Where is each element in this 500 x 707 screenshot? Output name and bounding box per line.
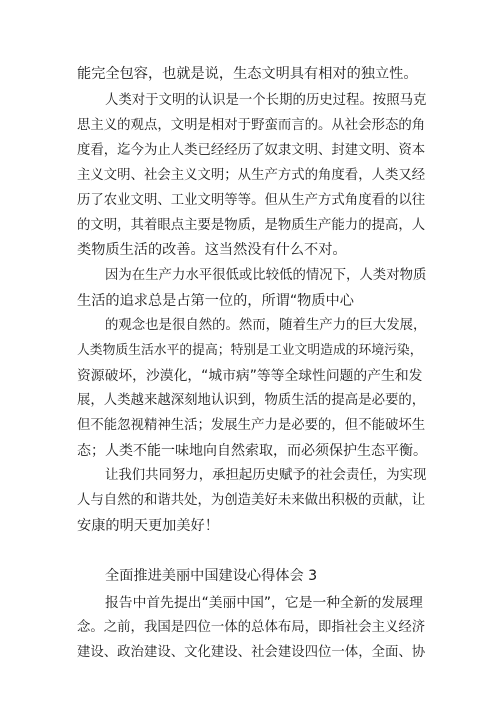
paragraph-line: 人与自然的和谐共处，为创造美好未来做出积极的贡献，让 <box>77 493 426 508</box>
paragraph-line: 安康的明天更加美好！ <box>77 518 219 534</box>
paragraph-line: 能完全包容，也就是说，生态文明具有相对的独立性。 <box>77 66 418 82</box>
paragraph-line: 生活的追求总是占第一位的，所谓“物质中心 <box>77 293 354 309</box>
paragraph-line: 让我们共同努力，承担起历史赋予的社会责任，为实现 <box>105 468 427 483</box>
paragraph-line: 人类物质生活水平的提高；特别是工业文明造成的环境污染， <box>77 343 423 358</box>
paragraph-line: 类物质生活的改善。这当然没有什么不对。 <box>77 242 347 258</box>
paragraph-line: 展，人类越来越深刻地认识到，物质生活的提高是必要的， <box>77 393 426 408</box>
paragraph-line: 因为在生产力水平很低或比较低的情况下，人类对物质 <box>105 268 427 283</box>
paragraph-line: 态；人类不能一味地向自然索取，而必须保护生态平衡。 <box>77 443 427 459</box>
paragraph-line: 建设、政治建设、文化建设、社会建设四位一体，全面、协 <box>77 645 426 660</box>
paragraph-line: 思主义的观点，文明是相对于野蛮而言的。从社会形态的角 <box>77 118 426 133</box>
section-heading: 全面推进美丽中国建设心得体会 3 <box>105 568 318 584</box>
paragraph-line: 历了农业文明、工业文明等等。但从生产方式角度看的以往 <box>77 193 426 208</box>
paragraph-line: 的观念也是很自然的。然而，随着生产力的巨大发展， <box>105 318 427 333</box>
paragraph-line: 度看，迄今为止人类已经经历了奴隶文明、封建文明、资本 <box>77 143 426 158</box>
paragraph-line: 念。之前，我国是四位一体的总体布局，即指社会主义经济 <box>77 620 426 635</box>
paragraph-line: 报告中首先提出“美丽中国”，它是一种全新的发展理 <box>105 595 423 611</box>
paragraph-line: 但不能忽视精神生活；发展生产力是必要的，但不能破坏生 <box>77 418 426 433</box>
paragraph-line: 主义文明、社会主义文明；从生产方式的角度看，人类又经 <box>77 168 426 183</box>
paragraph-line: 人类对于文明的认识是一个长期的历史过程。按照马克 <box>105 93 427 108</box>
paragraph-line: 的文明，其着眼点主要是物质，是物质生产能力的提高，人 <box>77 218 426 233</box>
paragraph-line: 资源破坏，沙漠化，“城市病”等等全球性问题的产生和发 <box>77 368 423 384</box>
